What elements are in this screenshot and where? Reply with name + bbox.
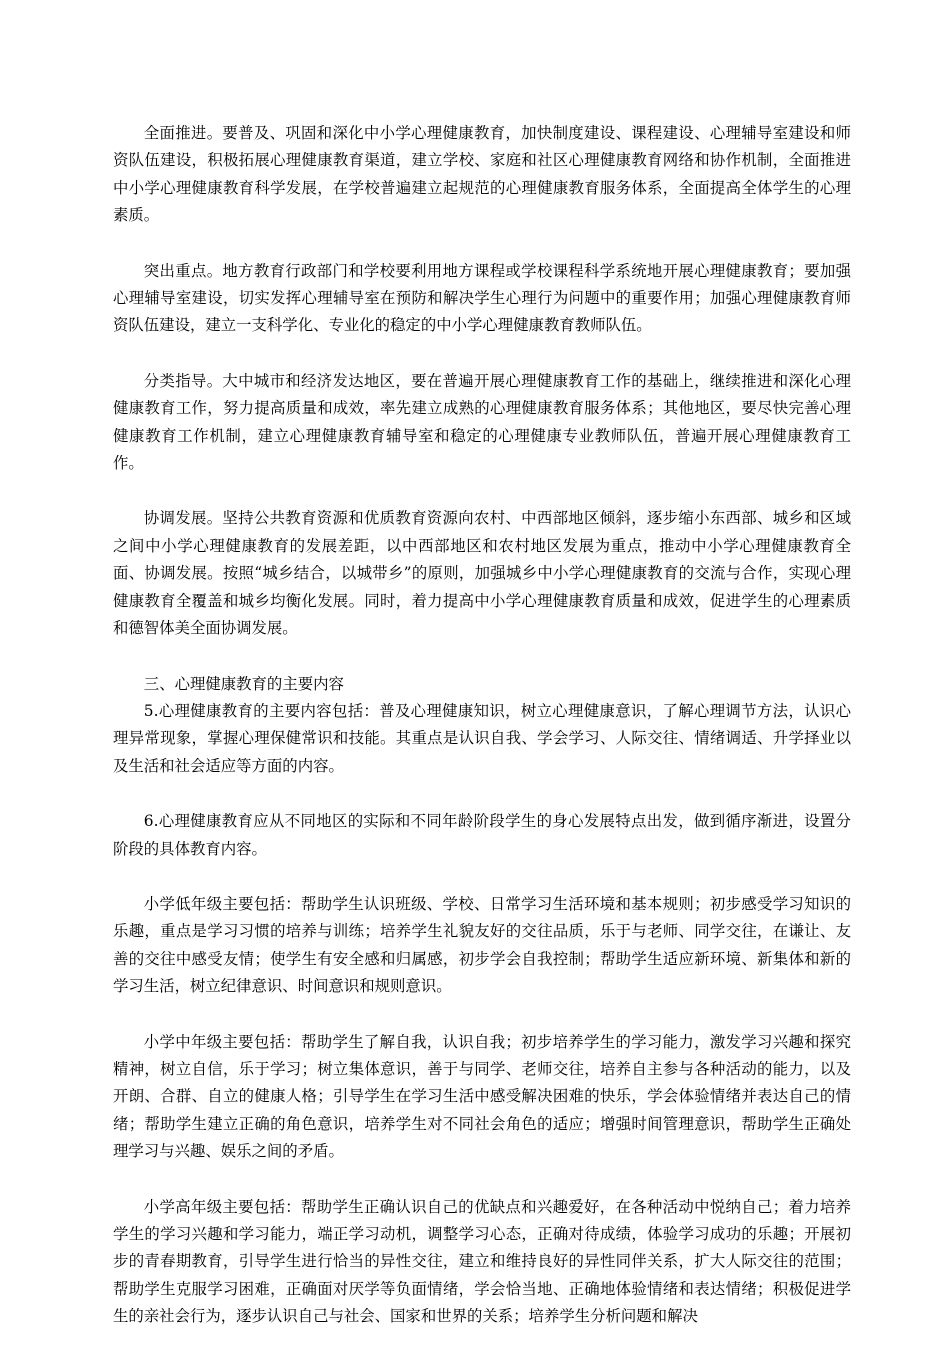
paragraph-classified-guidance: 分类指导。大中城市和经济发达地区，要在普遍开展心理健康教育工作的基础上，继续推进和深化心理健康教育工作，努力提高质量和成效，率先建立成熟的心理健康教育服务体系；其他地区，要尽快完善心理健康教育工作机制，建立心理健康教育辅导室和稳定的心理健康专业教师队伍，普遍开展心理健康教育工作。: [113, 371, 851, 473]
paragraph-coordinated-development: 协调发展。坚持公共教育资源和优质教育资源向农村、中西部地区倾斜，逐步缩小东西部、城乡和区域之间中小学心理健康教育的发展差距，以中西部地区和农村地区发展为重点，推动中小学心理健康教育全面、协调发展。按照“城乡结合，以城带乡”的原则，加强城乡中小学心理健康教育的交流与合作，实现心理健康教育全覆盖和城乡均衡化发展。同时，着力提高中小学心理健康教育质量和成效，促进学生的心理素质和德智体美全面协调发展。: [113, 509, 851, 638]
paragraph-primary-middle-grades: 小学中年级主要包括：帮助学生了解自我，认识自我；初步培养学生的学习能力，激发学习兴趣和探究精神，树立自信，乐于学习；树立集体意识，善于与同学、老师交往，培养自主参与各种活动的能力，以及开朗、合群、自立的健康人格；引导学生在学习生活中感受解决困难的快乐，学会体验情绪并表达自己的情绪；帮助学生建立正确的角色意识，培养学生对不同社会角色的适应；增强时间管理意识，帮助学生正确处理学习与兴趣、娱乐之间的矛盾。: [113, 1032, 851, 1161]
paragraph-comprehensive-advance: 全面推进。要普及、巩固和深化中小学心理健康教育，加快制度建设、课程建设、心理辅导室建设和师资队伍建设，积极拓展心理健康教育渠道，建立学校、家庭和社区心理健康教育网络和协作机制，全面推进中小学心理健康教育科学发展，在学校普遍建立起规范的心理健康教育服务体系，全面提高全体学生的心理素质。: [113, 124, 851, 225]
paragraph-primary-upper-grades: 小学高年级主要包括：帮助学生正确认识自己的优缺点和兴趣爱好，在各种活动中悦纳自己；着力培养学生的学习兴趣和学习能力，端正学习动机，调整学习心态，正确对待成绩，体验学习成功的乐趣；开展初步的青春期教育，引导学生进行恰当的异性交往，建立和维持良好的异性同伴关系，扩大人际交往的范围；帮助学生克服学习困难，正确面对厌学等负面情绪，学会恰当地、正确地体验情绪和表达情绪；积极促进学生的亲社会行为，逐步认识自己与社会、国家和世界的关系；培养学生分析问题和解决: [113, 1197, 851, 1326]
paragraph-item-5: 5.心理健康教育的主要内容包括：普及心理健康知识，树立心理健康意识，了解心理调节方法，认识心理异常现象，掌握心理保健常识和技能。其重点是认识自我、学会学习、人际交往、情绪调适、升学择业以及生活和社会适应等方面的内容。: [113, 701, 851, 775]
paragraph-primary-lower-grades: 小学低年级主要包括：帮助学生认识班级、学校、日常学习生活环境和基本规则；初步感受学习知识的乐趣，重点是学习习惯的培养与训练；培养学生礼貌友好的交往品质，乐于与老师、同学交往，在谦让、友善的交往中感受友情；使学生有安全感和归属感，初步学会自我控制；帮助学生适应新环境、新集体和新的学习生活，树立纪律意识、时间意识和规则意识。: [113, 894, 851, 996]
paragraph-item-6: 6.心理健康教育应从不同地区的实际和不同年龄阶段学生的身心发展特点出发，做到循序渐进，设置分阶段的具体教育内容。: [113, 812, 851, 858]
paragraph-highlight-focus: 突出重点。地方教育行政部门和学校要利用地方课程或学校课程科学系统地开展心理健康教育；要加强心理辅导室建设，切实发挥心理辅导室在预防和解决学生心理行为问题中的重要作用；加强心理健康教育师资队伍建设，建立一支科学化、专业化的稳定的中小学心理健康教育教师队伍。: [113, 261, 851, 335]
document-page: [113, 120, 851, 1359]
section-heading: 三、心理健康教育的主要内容: [143, 674, 344, 693]
